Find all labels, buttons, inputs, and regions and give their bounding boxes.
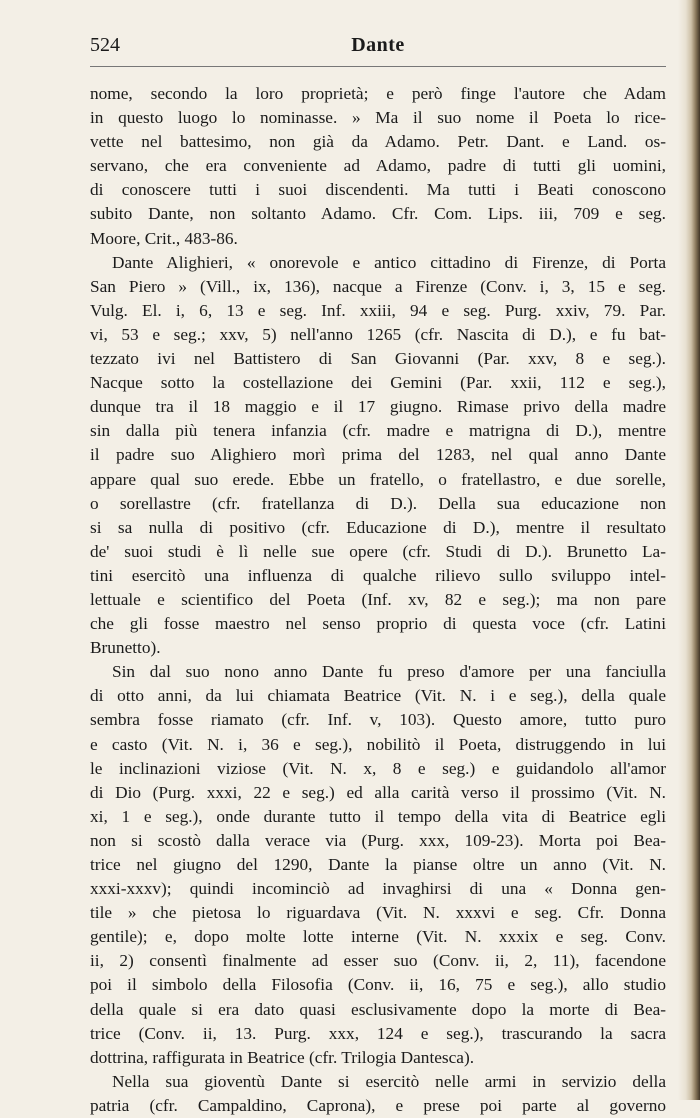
text-line: tezzato ivi nel Battistero di San Giovanni (Par. xxv, 8 e seg.). xyxy=(90,349,666,369)
text-line: servano, che era conveniente ad Adamo, padre di tutti gli uomini, xyxy=(90,156,666,176)
text-line: tile » che pietosa lo riguardava (Vit. N. xxxvi e seg. Cfr. Donna xyxy=(90,903,666,923)
text-line: vi, 53 e seg.; xxv, 5) nell'anno 1265 (cfr. Nascita di D.), e fu bat- xyxy=(90,324,666,344)
text-line: poi il simbolo della Filosofia (Conv. ii, 16, 75 e seg.), allo studio xyxy=(90,975,666,995)
text-line: Moore, Crit., 483-86. xyxy=(90,228,238,248)
text-line: Sin dal suo nono anno Dante fu preso d'amore per una fanciulla xyxy=(112,662,666,682)
text-body xyxy=(90,82,666,1118)
text-line: vette nel battesimo, non già da Adamo. Petr. Dant. e Land. os- xyxy=(90,132,666,152)
text-line: nome, secondo la loro proprietà; e però finge l'autore che Adam xyxy=(90,84,666,103)
text-line: di otto anni, da lui chiamata Beatrice (Vit. N. i e seg.), della quale xyxy=(90,686,666,706)
text-line: xi, 1 e seg.), onde durante tutto il tempo della vita di Beatrice egli xyxy=(90,806,666,826)
text-line: trice (Conv. ii, 13. Purg. xxx, 124 e seg.), trascurando la sacra xyxy=(90,1023,666,1043)
text-line: di conoscere tutti i suoi discendenti. Ma tutti i Beati conoscono xyxy=(90,180,666,200)
text-line: o sorellastre (cfr. fratellanza di D.). Della sua educazione non xyxy=(90,493,666,513)
text-line: Brunetto). xyxy=(90,638,161,658)
paragraph xyxy=(90,1070,666,1118)
paragraph xyxy=(90,82,666,251)
text-line: Dante Alighieri, « onorevole e antico cittadino di Firenze, di Porta xyxy=(112,252,666,272)
text-line: di Dio (Purg. xxxi, 22 e seg.) ed alla carità verso il prossimo (Vit. N. xyxy=(90,782,666,802)
text-line: xxxi-xxxv); quindi incominciò ad invaghirsi di una « Donna gen- xyxy=(90,879,666,899)
text-line: dunque tra il 18 maggio e il 17 giugno. Rimase privo della madre xyxy=(90,397,666,417)
text-line: le inclinazioni viziose (Vit. N. x, 8 e seg.) e guidandolo all'amor xyxy=(90,758,666,778)
text-line: ii, 2) consentì finalmente ad esser suo (Conv. ii, 2, 11), facendone xyxy=(90,951,666,971)
page-number: 524 xyxy=(90,34,120,56)
text-line: in questo luogo lo nominasse. » Ma il suo nome il Poeta lo rice- xyxy=(90,108,666,128)
text-line: lettuale e scientifico del Poeta (Inf. xv, 82 e seg.); ma non pare xyxy=(90,589,666,609)
text-line: appare qual suo erede. Ebbe un fratello, o fratellastro, e due sorelle, xyxy=(90,469,666,489)
text-line: il padre suo Alighiero morì prima del 1283, nel qual anno Dante xyxy=(90,445,666,465)
text-line: non si scostò dalla verace via (Purg. xxx, 109-23). Morta poi Bea- xyxy=(90,830,666,850)
text-line: dottrina, raffigurata in Beatrice (cfr. Trilogia Dantesca). xyxy=(90,1047,475,1067)
text-line: che gli fosse maestro nel senso proprio di questa voce (cfr. Latini xyxy=(90,614,666,634)
text-line: de' suoi studi è lì nelle sue opere (cfr. Studi di D.). Brunetto La- xyxy=(90,541,666,561)
text-line: San Piero » (Vill., ix, 136), nacque a Firenze (Conv. i, 3, 15 e seg. xyxy=(90,276,666,296)
text-line: Vulg. El. i, 6, 13 e seg. Inf. xxiii, 94 e seg. Purg. xxiv, 79. Par. xyxy=(90,300,666,320)
text-line: subito Dante, non soltanto Adamo. Cfr. Com. Lips. iii, 709 e seg. xyxy=(90,204,666,224)
page-edge-shadow xyxy=(678,0,700,1100)
text-line: Nacque sotto la costellazione dei Gemini (Par. xxii, 112 e seg.), xyxy=(90,373,666,393)
header-rule xyxy=(90,66,666,67)
page-header xyxy=(90,34,666,62)
paragraph xyxy=(90,251,666,661)
text-line: gentile); e, dopo molte lotte interne (Vit. N. xxxix e seg. Conv. xyxy=(90,927,666,947)
paragraph xyxy=(90,660,666,1070)
text-line: patria (cfr. Campaldino, Caprona), e prese poi parte al governo xyxy=(90,1095,666,1115)
text-line: Nella sua gioventù Dante si esercitò nelle armi in servizio della xyxy=(112,1071,666,1091)
text-line: tini esercitò una influenza di qualche rilievo sullo sviluppo intel- xyxy=(90,565,666,585)
running-head: Dante xyxy=(351,34,405,56)
text-line: si sa nulla di positivo (cfr. Educazione di D.), mentre il resultato xyxy=(90,517,666,537)
text-line: sembra fosse riamato (cfr. Inf. v, 103). Questo amore, tutto puro xyxy=(90,710,666,730)
text-line: e casto (Vit. N. i, 36 e seg.), nobilitò il Poeta, distruggendo in lui xyxy=(90,734,666,754)
text-line: trice nel giugno del 1290, Dante la pianse oltre un anno (Vit. N. xyxy=(90,855,666,874)
text-line: della quale si era dato quasi esclusivamente dopo la morte di Bea- xyxy=(90,999,666,1019)
text-line: sin dalla più tenera infanzia (cfr. madre e matrigna di D.), mentre xyxy=(90,421,666,441)
